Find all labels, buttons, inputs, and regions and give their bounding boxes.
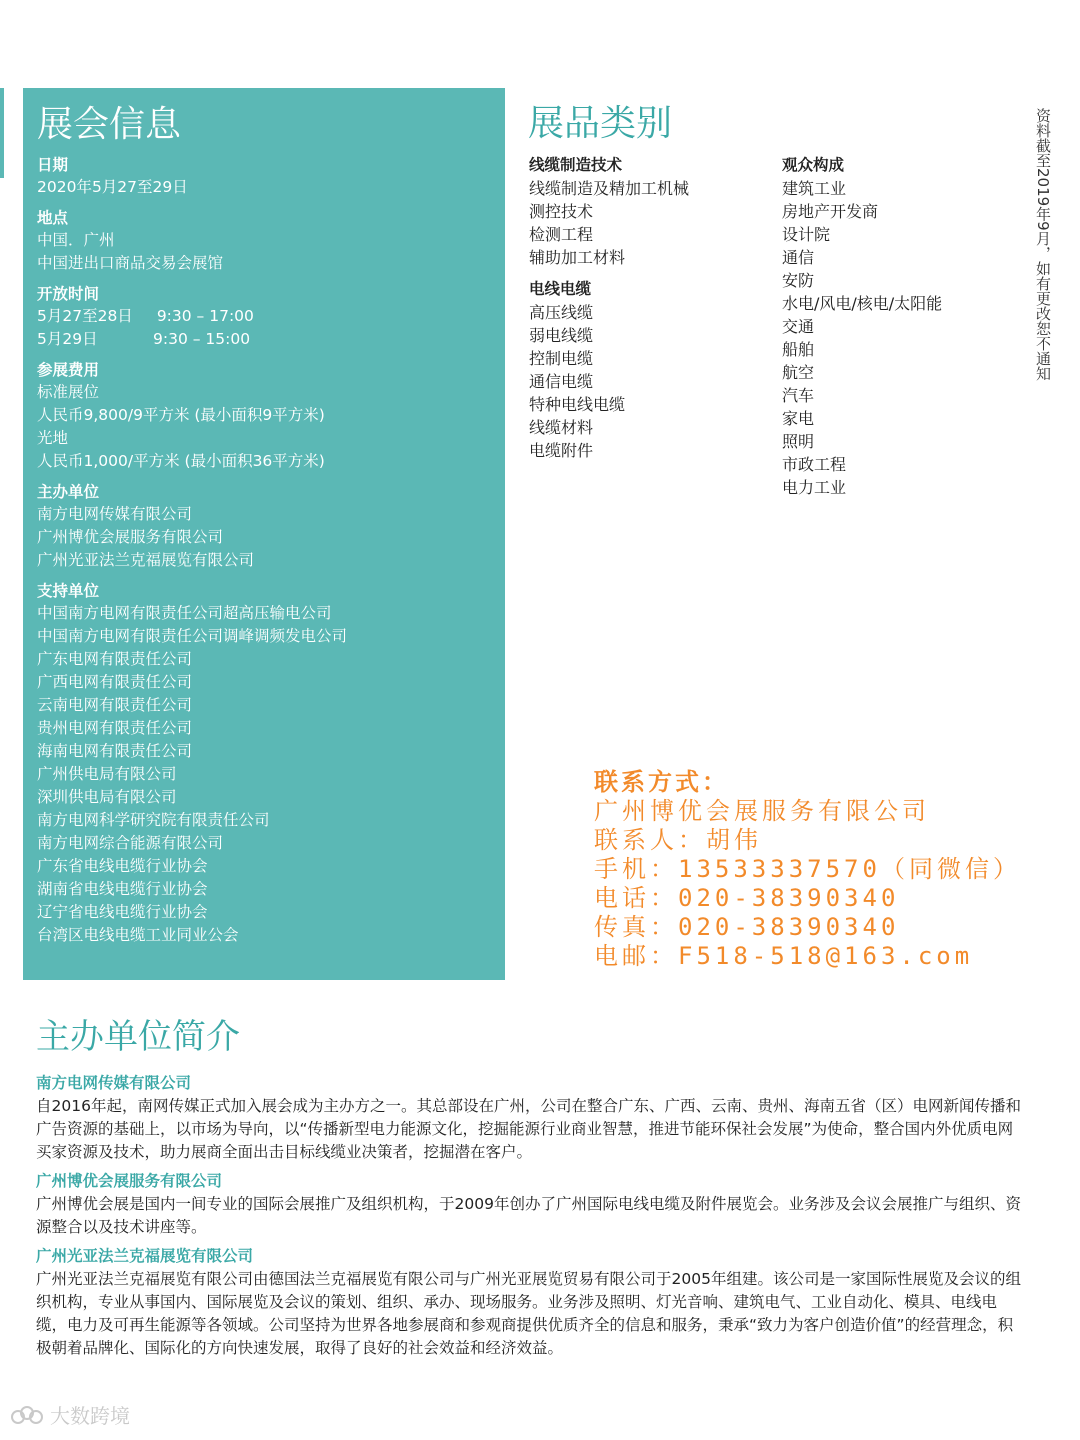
org-entry [36,1072,1026,1164]
venue-line: 中国进出口商品交易会展馆 [37,254,224,272]
contact-fax: 传真：020-38390340 [594,913,900,941]
supporter-item: 湖南省电线电缆行业协会 [37,880,208,898]
org-description: 广州博优会展是国内一间专业的国际会展推广及组织机构，于2009年创办了广州国际电线电缆及附件展览会。业务涉及会议会展推广与组织、资源整合以及技术讲座等。 [36,1195,1021,1236]
product-item: 通信电缆 [529,372,594,391]
supporter-item: 中国南方电网有限责任公司调峰调频发电公司 [37,627,348,645]
org-name: 广州博优会展服务有限公司 [36,1172,223,1190]
product-item: 检测工程 [529,225,594,244]
fees-label: 参展费用 [37,361,100,379]
product-categories [526,100,996,497]
contact-company: 广州博优会展服务有限公司 [594,797,930,825]
audience-item: 水电/风电/核电/太阳能 [782,294,943,313]
supporter-item: 中国南方电网有限责任公司超高压输电公司 [37,604,332,622]
audience-item: 交通 [782,317,815,336]
audience-item: 市政工程 [782,455,847,474]
watermark-text: 大数跨境 [50,1404,130,1428]
watermark [10,1400,130,1429]
supporter-item: 广西电网有限责任公司 [37,673,193,691]
hours-section [37,283,505,351]
supporter-item: 南方电网综合能源有限公司 [37,834,224,852]
hours-time: 9:30 – 15:00 [153,330,251,348]
organizers-section [37,481,505,572]
audience-item: 房地产开发商 [782,202,879,221]
date-value: 2020年5月27至29日 [37,178,188,196]
fee-line: 标准展位 [37,383,100,401]
audience-item: 建筑工业 [782,179,847,198]
hours-row [37,328,505,351]
org-entry [36,1245,1026,1360]
product-item: 高压线缆 [529,303,594,322]
organizer-item: 南方电网传媒有限公司 [37,505,193,523]
left-edge-marker [0,88,4,178]
supporter-item: 海南电网有限责任公司 [37,742,193,760]
supporter-item: 贵州电网有限责任公司 [37,719,193,737]
audience-item: 电力工业 [782,478,847,497]
hours-row [37,305,505,328]
watermark-logo-icon [10,1403,44,1427]
product-item: 测控技术 [529,202,594,221]
product-group [529,278,689,462]
audience-item: 安防 [782,271,815,290]
supporter-item: 云南电网有限责任公司 [37,696,193,714]
audience-item: 设计院 [782,225,831,244]
supporter-item: 南方电网科学研究院有限责任公司 [37,811,270,829]
audience-item: 汽车 [782,386,815,405]
org-description: 自2016年起，南网传媒正式加入展会成为主办方之一。其总部设在广州，公司在整合广东、广西、云南、贵州、海南五省（区）电网新闻传播和广告资源的基础上，以市场为导向，以“传播新型电力能源文化，挖掘能源行业商业智慧，推进节能环保社会发展”为使命，整合国内外优质电网买家资源及技术，助力展商全面出击目标线缆业决策者，挖掘潜在客户。 [36,1097,1021,1161]
venue-label: 地点 [37,209,69,227]
venue-section [37,207,505,275]
contact-info [594,768,1064,971]
exhibition-info-panel [23,88,505,980]
supporter-item: 广东省电线电缆行业协会 [37,857,208,875]
products-title: 展品类别 [528,103,673,144]
supporters-section [37,580,505,947]
disclaimer-note: 资料截至2019年9月，如有更改恕不通知 [1034,108,1052,381]
product-item: 电缆附件 [529,441,594,460]
product-group [529,154,689,269]
info-title: 展会信息 [37,104,182,145]
product-item: 弱电线缆 [529,326,594,345]
supporters-label: 支持单位 [37,582,100,600]
product-group-title: 线缆制造技术 [529,156,623,174]
supporter-item: 广东电网有限责任公司 [37,650,193,668]
contact-phone: 电话：020-38390340 [594,884,900,912]
contact-email: 电邮：F518-518@163.com [594,942,974,970]
product-group-title: 电线电缆 [529,280,592,298]
date-section [37,154,505,199]
supporter-item: 辽宁省电线电缆行业协会 [37,903,208,921]
hours-label: 开放时间 [37,285,100,303]
fee-line: 人民币1,000/平方米 (最小面积36平方米) [37,452,325,470]
supporter-item: 台湾区电线电缆工业同业公会 [37,926,239,944]
venue-line: 中国．广州 [37,231,115,249]
product-item: 辅助加工材料 [529,248,626,267]
organizer-intro [36,1014,1026,1366]
product-item: 线缆制造及精加工机械 [529,179,690,198]
organizer-item: 广州博优会展服务有限公司 [37,528,224,546]
org-name: 南方电网传媒有限公司 [36,1074,192,1092]
org-entry [36,1170,1026,1239]
org-name: 广州光亚法兰克福展览有限公司 [36,1247,254,1265]
organizers-label: 主办单位 [37,483,100,501]
product-item: 特种电线电缆 [529,395,626,414]
fees-section [37,359,505,473]
product-item: 控制电缆 [529,349,594,368]
supporter-item: 深圳供电局有限公司 [37,788,177,806]
audience-column [782,154,942,499]
date-label: 日期 [37,156,69,174]
audience-item: 照明 [782,432,815,451]
contact-mobile: 手机：13533337570（同微信） [594,855,1021,883]
hours-days: 5月29日 [37,330,98,348]
audience-item: 家电 [782,409,815,428]
fee-line: 人民币9,800/9平方米 (最小面积9平方米) [37,406,325,424]
audience-item: 航空 [782,363,815,382]
org-description: 广州光亚法兰克福展览有限公司由德国法兰克福展览有限公司与广州光亚展览贸易有限公司于2005年组建。该公司是一家国际性展览及会议的组织机构，专业从事国内、国际展览及会议的策划、组织、承办、现场服务。业务涉及照明、灯光音响、建筑电气、工业自动化、模具、电线电缆，电力及可再生能源等各领域。公司坚持为世界各地参展商和参观商提供优质齐全的信息和服务，秉承“致力为客户创造价值”的经营理念，积极朝着品牌化、国际化的方向快速发展，取得了良好的社会效益和经济效益。 [36,1270,1021,1357]
fee-line: 光地 [37,429,69,447]
audience-item: 通信 [782,248,815,267]
contact-title: 联系方式： [594,768,729,796]
intro-title: 主办单位简介 [36,1017,240,1057]
hours-days: 5月27至28日 [37,307,133,325]
audience-item: 船舶 [782,340,815,359]
audience-title: 观众构成 [782,156,845,174]
organizer-item: 广州光亚法兰克福展览有限公司 [37,551,255,569]
product-column [529,154,689,471]
product-item: 线缆材料 [529,418,594,437]
hours-time: 9:30 – 17:00 [156,307,254,325]
contact-person: 联系人：胡伟 [594,826,762,854]
supporter-item: 广州供电局有限公司 [37,765,177,783]
